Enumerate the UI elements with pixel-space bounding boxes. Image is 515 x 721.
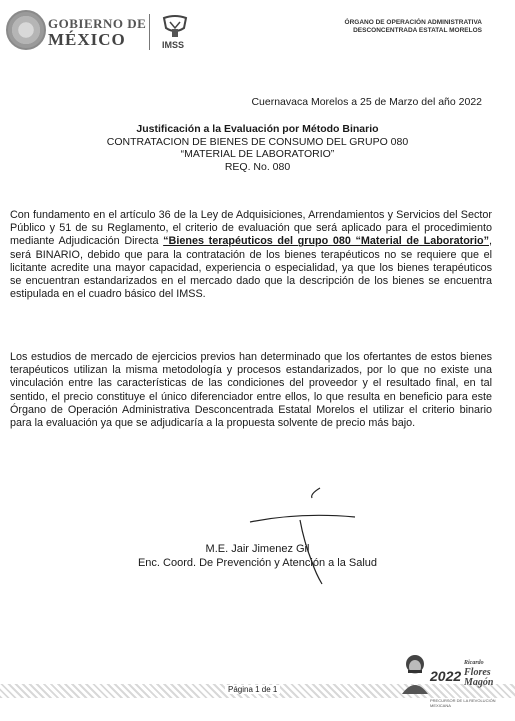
document-date: Cuernavaca Morelos a 25 de Marzo del año 2022 (251, 96, 482, 108)
title-line3: “MATERIAL DE LABORATORIO” (180, 148, 335, 160)
logo-divider (149, 14, 150, 50)
signer-name: M.E. Jair Jimenez Gil (205, 543, 310, 555)
page-number: Página 1 de 1 (225, 685, 280, 694)
signer-title: Enc. Coord. De Prevención y Atención a la Salud (137, 557, 378, 569)
title-line1: Justificación a la Evaluación por Método Binario (136, 123, 379, 135)
organo-line1: ÓRGANO DE OPERACIÓN ADMINISTRATIVA (344, 19, 482, 26)
anniversary-subtitle: PRECURSOR DE LA REVOLUCIÓN MEXICANA (430, 698, 496, 708)
handwritten-signature (230, 482, 380, 592)
document-title (0, 123, 515, 173)
imss-label: IMSS (162, 40, 185, 50)
title-line4: REQ. No. 080 (224, 160, 291, 173)
mexico-seal-logo (6, 10, 46, 50)
paragraph-2: Los estudios de mercado de ejercicios previos han determinado que los ofertantes de estos bienes terapéuticos utilizan la misma metodología y procesos estandarizados, por lo que no existe una vinculación entre las características de las condiciones del proveedor y el resultado final, en tal sentido, el precio constituye el único diferenciador entre ellos, lo que resulta en beneficio para este Órgano de Operación Administrativa Desconcentrada Estatal Morelos el utilizar el criterio binario para la evaluación ya que se adjudicaría a la propuesta solvente de precio más bajo. (10, 351, 492, 430)
letterhead (0, 0, 515, 60)
anniversary-name (464, 658, 493, 688)
anniversary-name-line1: Ricardo (464, 660, 484, 666)
anniversary-year: 2022 (430, 668, 462, 684)
paragraph-1-end: , será BINARIO, debido que para la contratación de los bienes terapéuticos no se requiere que el licitante acredite una mayor capacidad, experiencia o especialidad, ya que los bienes terapéuticos se encuentran estandarizados en el mercado dado que la descripción de los bienes se encuentra estipulada en el cuadro básico del IMSS. (10, 235, 492, 301)
paragraph-1 (10, 209, 492, 301)
flores-magon-portrait (400, 652, 430, 694)
organo-heading (345, 19, 482, 35)
gobierno-de-label: GOBIERNO DE (48, 16, 147, 31)
mexico-label: MÉXICO (48, 30, 126, 49)
title-line2: CONTRATACION DE BIENES DE CONSUMO DEL GRUPO 080 (106, 135, 409, 148)
paragraph-1-start: Con fundamento en el artículo 36 de la Ley de Adquisiciones, Arrendamientos y Servicios del Sector Público y 51 de su Reglamento, el criterio de evaluación que será aplicado para el procedimiento mediante Adjudicación Directa (10, 209, 492, 248)
anniversary-name-line2: Flores (464, 667, 491, 678)
organo-line2: DESCONCENTRADA ESTATAL MORELOS (353, 27, 482, 34)
paragraph-1-highlight: “Bienes terapéuticos del grupo 080 “Material de Laboratorio” (163, 235, 489, 248)
anniversary-name-line3: Magón (464, 677, 494, 688)
